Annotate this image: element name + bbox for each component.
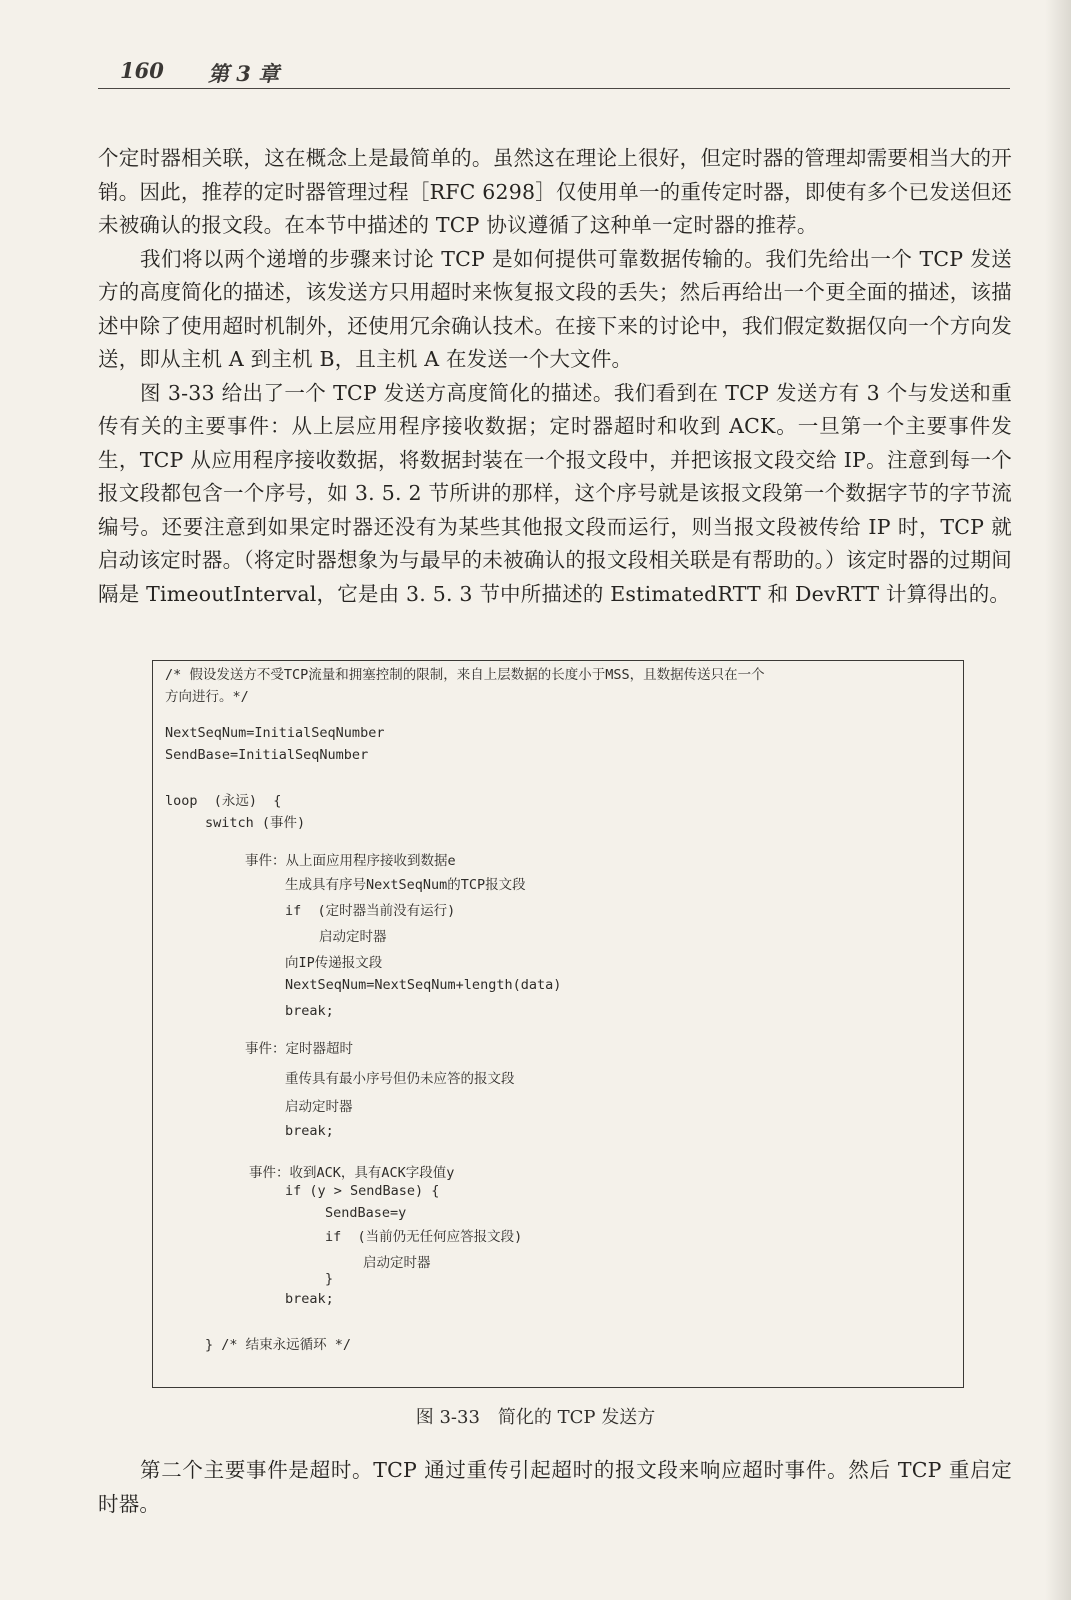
code-line: if (定时器当前没有运行) <box>285 903 456 919</box>
code-line: break; <box>285 1003 334 1019</box>
page-header <box>98 52 1010 89</box>
code-line: loop (永远) { <box>165 793 282 809</box>
code-line: SendBase=InitialSeqNumber <box>165 747 369 763</box>
code-line: switch (事件) <box>205 815 306 831</box>
code-line: break; <box>285 1291 334 1307</box>
page-number: 160 <box>120 58 164 83</box>
code-line: SendBase=y <box>325 1205 407 1221</box>
code-line: 生成具有序号NextSeqNum的TCP报文段 <box>285 877 526 893</box>
code-comment-line: /* 假设发送方不受TCP流量和拥塞控制的限制，来自上层数据的长度小于MSS，且数据传送只在一个 <box>165 667 765 683</box>
code-line: 启动定时器 <box>363 1255 431 1271</box>
code-line: 重传具有最小序号但仍未应答的报文段 <box>285 1071 515 1087</box>
paragraph: 我们将以两个递增的步骤来讨论 TCP 是如何提供可靠数据传输的。我们先给出一个 TCP 发送方的高度简化的描述，该发送方只用超时来恢复报文段的丢失；然后再给出一个更全面的描述，该描述中除了使用超时机制外，还使用冗余确认技术。在接下来的讨论中，我们假定数据仅向一个方向发送，即从主机 A 到主机 B，且主机 A 在发送一个大文件。 <box>98 246 1012 371</box>
scan-edge-shadow <box>1045 0 1071 1600</box>
body-text-bottom <box>98 1454 1012 1521</box>
body-text-top <box>98 142 1012 611</box>
code-line: 启动定时器 <box>285 1099 353 1115</box>
code-line: 事件：收到ACK，具有ACK字段值y <box>249 1165 455 1181</box>
code-line: } /* 结束永远循环 */ <box>205 1337 352 1353</box>
code-line: if (y > SendBase) { <box>285 1183 440 1199</box>
code-line: 事件：定时器超时 <box>245 1041 353 1057</box>
paragraph: 个定时器相关联，这在概念上是最简单的。虽然这在理论上很好，但定时器的管理却需要相当大的开销。因此，推荐的定时器管理过程［RFC 6298］仅使用单一的重传定时器，即使有多个已发送但还未被确认的报文段。在本节中描述的 TCP 协议遵循了这种单一定时器的推荐。 <box>98 146 1012 237</box>
code-line: 事件：从上面应用程序接收到数据e <box>245 853 456 869</box>
code-comment-line: 方向进行。*/ <box>165 689 249 705</box>
code-line: NextSeqNum=NextSeqNum+length(data) <box>285 977 562 993</box>
figure-caption: 图 3-33 简化的 TCP 发送方 <box>415 1407 656 1428</box>
code-line: if (当前仍无任何应答报文段) <box>325 1229 523 1245</box>
code-line: } <box>325 1271 334 1287</box>
code-figure <box>152 660 964 1388</box>
code-line: break; <box>285 1123 334 1139</box>
chapter-label: 第 3 章 <box>208 61 280 86</box>
paragraph: 图 3-33 给出了一个 TCP 发送方高度简化的描述。我们看到在 TCP 发送方有 3 个与发送和重传有关的主要事件：从上层应用程序接收数据；定时器超时和收到 ACK。一旦第一个主要事件发生，TCP 从应用程序接收数据，将数据封装在一个报文段中，并把该报文段交给 IP。注意到每一个报文段都包含一个序号，如 3. 5. 2 节所讲的那样，这个序号就是该报文段第一个数据字节的字节流编号。还要注意到如果定时器还没有为某些其他报文段而运行，则当报文段被传给 IP 时，TCP 就启动该定时器。（将定时器想象为与最早的未被确认的报文段相关联是有帮助的。）该定时器的过期间隔是 TimeoutInterval，它是由 3. 5. 3 节中所描述的 EstimatedRTT 和 DevRTT 计算得出的。 <box>98 380 1012 606</box>
paragraph: 第二个主要事件是超时。TCP 通过重传引起超时的报文段来响应超时事件。然后 TCP 重启定时器。 <box>98 1458 1012 1516</box>
code-line: NextSeqNum=InitialSeqNumber <box>165 725 385 741</box>
code-line: 启动定时器 <box>319 929 387 945</box>
code-line: 向IP传递报文段 <box>285 955 383 971</box>
